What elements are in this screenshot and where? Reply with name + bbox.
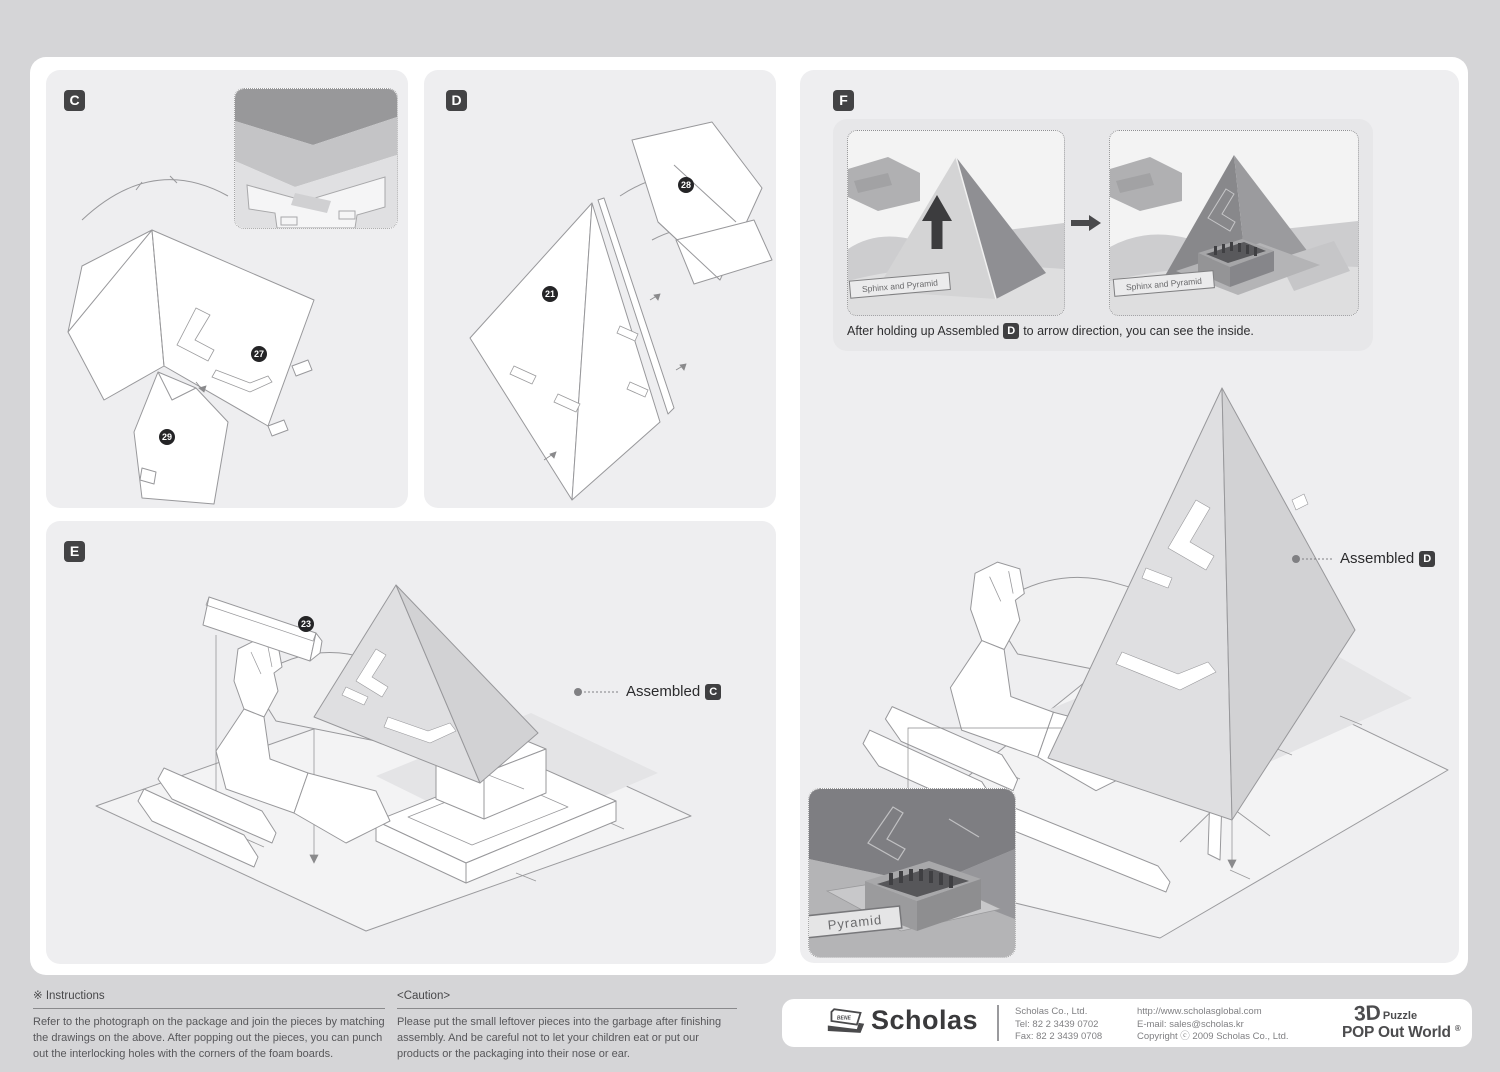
assembled-d-ref-badge: D bbox=[1419, 551, 1435, 567]
step-f-callout-box bbox=[833, 119, 1373, 351]
leader-dot bbox=[1292, 555, 1300, 563]
assembled-c-ref-badge: C bbox=[705, 684, 721, 700]
piece-number-badge: 21 bbox=[542, 286, 558, 302]
svg-text:BENE: BENE bbox=[836, 1015, 851, 1022]
piece-number-badge: 29 bbox=[159, 429, 175, 445]
piece-28-shape bbox=[632, 122, 772, 284]
panel-step-c bbox=[46, 70, 408, 508]
logo-puzzle-text: Puzzle bbox=[1382, 1010, 1418, 1022]
logo-3d-text: 3D bbox=[1353, 1001, 1382, 1026]
caution-body: Please put the small leftover pieces into the garbage after finishing assembly. And be careful not to let your children eat or put our products or the packaging into their nose or ear. bbox=[397, 1016, 722, 1060]
instructions-note bbox=[33, 988, 385, 1062]
scholas-logo-mark-icon bbox=[826, 1006, 866, 1036]
piece-number-badge: 23 bbox=[298, 616, 314, 632]
svg-text:Pyramid: Pyramid bbox=[826, 911, 883, 933]
scholas-wordmark: Scholas bbox=[871, 1005, 979, 1035]
step-e-badge: E bbox=[64, 541, 85, 562]
open-pyramid-photo-art bbox=[1110, 131, 1358, 315]
assembled-d-label-text: Assembled bbox=[1340, 550, 1415, 567]
step-c-detail-photo bbox=[234, 88, 398, 229]
piece-number-badge: 28 bbox=[678, 177, 694, 193]
svg-text:Sphinx and Pyramid: Sphinx and Pyramid bbox=[1125, 275, 1203, 293]
panel-step-f bbox=[800, 70, 1459, 963]
company-email: E-mail: sales@scholas.kr bbox=[1137, 1018, 1244, 1030]
open-pyramid-photo bbox=[1109, 130, 1359, 316]
assembly-drawing-d bbox=[424, 70, 776, 508]
company-web-info bbox=[1137, 1006, 1289, 1044]
step-f-caption bbox=[847, 323, 1367, 339]
company-bar bbox=[782, 999, 1472, 1047]
caption-text-before: After holding up Assembled bbox=[847, 324, 1000, 338]
caution-note bbox=[397, 988, 737, 1062]
caption-text-after: to arrow direction, you can see the inside. bbox=[1023, 324, 1254, 338]
assembly-drawing-e bbox=[46, 521, 776, 964]
assembled-c-label bbox=[626, 683, 721, 700]
divider bbox=[997, 1005, 999, 1041]
right-arrow-icon bbox=[1071, 213, 1101, 233]
inside-view-photo-art bbox=[809, 789, 1015, 957]
instruction-sheet bbox=[30, 57, 1468, 975]
instructions-body: Refer to the photograph on the package and join the pieces by matching the drawings on the above. After popping out the pieces, you can punch out the interlocking holes with the corners of the foam boards. bbox=[33, 1016, 385, 1060]
caution-title: <Caution> bbox=[397, 988, 737, 1009]
scholas-logo bbox=[826, 1005, 978, 1036]
registered-mark: ® bbox=[1454, 1024, 1461, 1033]
company-fax: Fax: 82 2 3439 0708 bbox=[1015, 1031, 1103, 1042]
logo-pop-out-world-text: POP Out World bbox=[1342, 1024, 1451, 1042]
company-name: Scholas Co., Ltd. bbox=[1015, 1006, 1088, 1017]
pyramid-corner-photo-art bbox=[235, 89, 397, 228]
panel-step-d bbox=[424, 70, 776, 508]
pop-out-world-logo bbox=[1342, 1003, 1461, 1041]
company-tel: Tel: 82 2 3439 0702 bbox=[1015, 1018, 1099, 1030]
caption-d-badge: D bbox=[1003, 323, 1019, 339]
pyramid-faces-group bbox=[470, 198, 674, 500]
panel-step-e bbox=[46, 521, 776, 964]
company-copyright: Copyright ⓒ 2009 Scholas Co., Ltd. bbox=[1137, 1031, 1289, 1042]
leader-dot bbox=[574, 688, 582, 696]
inside-view-photo bbox=[808, 788, 1016, 958]
svg-text:Sphinx and Pyramid: Sphinx and Pyramid bbox=[861, 277, 939, 295]
company-website: http://www.scholasglobal.com bbox=[1137, 1006, 1262, 1017]
step-d-badge: D bbox=[446, 90, 467, 111]
step-c-badge: C bbox=[64, 90, 85, 111]
closed-pyramid-photo-art bbox=[848, 131, 1064, 315]
assembled-d-label bbox=[1340, 550, 1435, 567]
piece-number-badge: 27 bbox=[251, 346, 267, 362]
step-f-badge: F bbox=[833, 90, 854, 111]
instructions-title: ※ Instructions bbox=[33, 988, 385, 1009]
closed-pyramid-photo bbox=[847, 130, 1065, 316]
assembled-c-label-text: Assembled bbox=[626, 683, 701, 700]
company-contact bbox=[1015, 1006, 1102, 1044]
